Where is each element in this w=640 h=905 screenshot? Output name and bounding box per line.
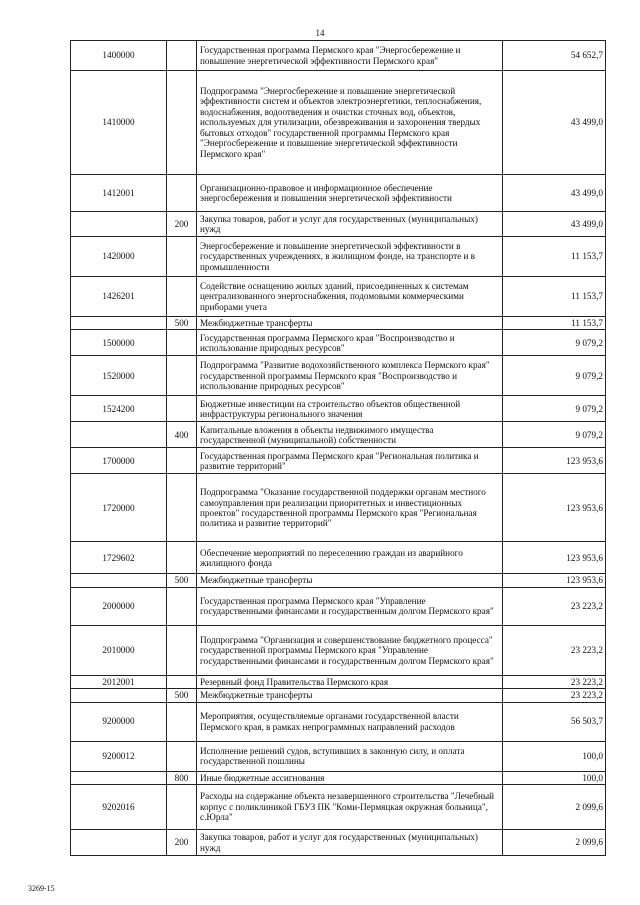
amount-cell: 54 652,7 (503, 41, 606, 71)
amount-cell: 123 953,6 (503, 542, 606, 574)
expense-type-cell: 200 (167, 830, 197, 856)
amount-cell: 9 079,2 (503, 422, 606, 448)
document-code: 3269-15 (28, 884, 55, 893)
item-name-cell: Содействие оснащению жилых зданий, присоединенных к системам централизованного энергоснабжения, подомовыми коммерческими приборами учета (197, 277, 503, 317)
target-code-cell (71, 771, 167, 784)
amount-cell: 43 499,0 (503, 175, 606, 212)
item-name-cell: Подпрограмма "Оказание государственной поддержки органам местного самоуправления при реализации приоритетных и инвестиционных проектов" государственной программы Пермского края "Региональная политика и развитие территорий" (197, 474, 503, 542)
table-row (71, 474, 606, 542)
expense-type-cell (167, 625, 197, 675)
target-code-cell (71, 212, 167, 237)
amount-cell: 23 223,2 (503, 675, 606, 688)
item-name-cell: Мероприятия, осуществляемые органами государственной власти Пермского края, в рамках непрограммных направлений расходов (197, 702, 503, 741)
amount-cell: 23 223,2 (503, 625, 606, 675)
target-code-cell: 1412001 (71, 175, 167, 212)
table-row (71, 542, 606, 574)
item-name-cell: Закупка товаров, работ и услуг для государственных (муниципальных) нужд (197, 212, 503, 237)
target-code-cell: 1729602 (71, 542, 167, 574)
expense-type-cell: 500 (167, 574, 197, 587)
page-number: 14 (315, 28, 325, 38)
table-row (71, 448, 606, 474)
target-code-cell (71, 689, 167, 702)
amount-cell: 100,0 (503, 771, 606, 784)
target-code-cell: 2012001 (71, 675, 167, 688)
expense-type-cell (167, 474, 197, 542)
expense-type-cell (167, 41, 197, 71)
amount-cell: 11 153,7 (503, 277, 606, 317)
budget-table (70, 40, 606, 856)
expense-type-cell (167, 448, 197, 474)
item-name-cell: Капитальные вложения в объекты недвижимого имущества государственной (муниципальной) собственности (197, 422, 503, 448)
item-name-cell: Резервный фонд Правительства Пермского края (197, 675, 503, 688)
amount-cell: 43 499,0 (503, 71, 606, 175)
item-name-cell: Подпрограмма "Развитие водохозяйственного комплекса Пермского края" государственной программы Пермского края "Воспроизводство и использование природных ресурсов" (197, 356, 503, 396)
target-code-cell: 9200012 (71, 741, 167, 771)
amount-cell: 43 499,0 (503, 212, 606, 237)
amount-cell: 23 223,2 (503, 587, 606, 625)
item-name-cell: Иные бюджетные ассигнования (197, 771, 503, 784)
expense-type-cell (167, 785, 197, 830)
amount-cell: 123 953,6 (503, 474, 606, 542)
table-row (71, 237, 606, 277)
amount-cell: 23 223,2 (503, 689, 606, 702)
table-row (71, 675, 606, 688)
table-row (71, 356, 606, 396)
amount-cell: 123 953,6 (503, 574, 606, 587)
amount-cell: 56 503,7 (503, 702, 606, 741)
table-row (71, 330, 606, 356)
expense-type-cell (167, 71, 197, 175)
item-name-cell: Государственная программа Пермского края "Воспроизводство и использование природных ресурсов" (197, 330, 503, 356)
item-name-cell: Межбюджетные трансферты (197, 317, 503, 330)
expense-type-cell (167, 587, 197, 625)
target-code-cell (71, 317, 167, 330)
expense-type-cell (167, 702, 197, 741)
table-row (71, 41, 606, 71)
amount-cell: 123 953,6 (503, 448, 606, 474)
target-code-cell: 2010000 (71, 625, 167, 675)
expense-type-cell: 500 (167, 689, 197, 702)
amount-cell: 9 079,2 (503, 396, 606, 422)
item-name-cell: Подпрограмма "Энергосбережение и повышение энергетической эффективности систем и объектов электроэнергетики, теплоснабжения, водоснабжения, водоотведения и очистки сточных вод, объектов, используемых для утилизации, обезвреживания и захоронения твердых бытовых отходов" государственной программы Пермского края "Энергосбережение и повышение энергетической эффективности Пермского края" (197, 71, 503, 175)
expense-type-cell (167, 277, 197, 317)
target-code-cell: 9202016 (71, 785, 167, 830)
item-name-cell: Государственная программа Пермского края "Энергосбережение и повышение энергетической эффективности Пермского края" (197, 41, 503, 71)
table-row (71, 625, 606, 675)
expense-type-cell: 500 (167, 317, 197, 330)
expense-type-cell: 800 (167, 771, 197, 784)
item-name-cell: Закупка товаров, работ и услуг для государственных (муниципальных) нужд (197, 830, 503, 856)
item-name-cell: Исполнение решений судов, вступивших в законную силу, и оплата государственной пошлины (197, 741, 503, 771)
expense-type-cell (167, 741, 197, 771)
table-row (71, 574, 606, 587)
target-code-cell: 1500000 (71, 330, 167, 356)
item-name-cell: Бюджетные инвестиции на строительство объектов общественной инфраструктуры регионального значения (197, 396, 503, 422)
target-code-cell: 1400000 (71, 41, 167, 71)
amount-cell: 9 079,2 (503, 356, 606, 396)
expense-type-cell (167, 675, 197, 688)
table-row (71, 830, 606, 856)
target-code-cell: 1420000 (71, 237, 167, 277)
item-name-cell: Государственная программа Пермского края "Региональная политика и развитие территорий" (197, 448, 503, 474)
item-name-cell: Расходы на содержание объекта незавершенного строительства "Лечебный корпус с поликлиникой ГБУЗ ПК "Коми-Пермяцкая окружная больница", с.Юрла" (197, 785, 503, 830)
target-code-cell: 1700000 (71, 448, 167, 474)
table-row (71, 702, 606, 741)
amount-cell: 100,0 (503, 741, 606, 771)
item-name-cell: Межбюджетные трансферты (197, 689, 503, 702)
table-row (71, 422, 606, 448)
table-row (71, 741, 606, 771)
target-code-cell: 1520000 (71, 356, 167, 396)
table-row (71, 689, 606, 702)
expense-type-cell (167, 356, 197, 396)
item-name-cell: Организационно-правовое и информационное обеспечение энергосбережения и повышения энергетической эффективности (197, 175, 503, 212)
target-code-cell: 1720000 (71, 474, 167, 542)
table-row (71, 587, 606, 625)
item-name-cell: Энергосбережение и повышение энергетической эффективности в государственных учреждениях, в жилищном фонде, на транспорте и в промышленности (197, 237, 503, 277)
item-name-cell: Подпрограмма "Организация и совершенствование бюджетного процесса" государственной программы Пермского края "Управление государственными финансами и государственным долгом Пермского края" (197, 625, 503, 675)
table-row (71, 771, 606, 784)
expense-type-cell (167, 237, 197, 277)
expense-type-cell (167, 175, 197, 212)
amount-cell: 9 079,2 (503, 330, 606, 356)
target-code-cell: 2000000 (71, 587, 167, 625)
table-row (71, 71, 606, 175)
table-row (71, 317, 606, 330)
target-code-cell: 9200000 (71, 702, 167, 741)
table-row (71, 212, 606, 237)
target-code-cell: 1524200 (71, 396, 167, 422)
item-name-cell: Обеспечение мероприятий по переселению граждан из аварийного жилищного фонда (197, 542, 503, 574)
expense-type-cell: 400 (167, 422, 197, 448)
target-code-cell: 1426201 (71, 277, 167, 317)
target-code-cell: 1410000 (71, 71, 167, 175)
amount-cell: 11 153,7 (503, 317, 606, 330)
target-code-cell (71, 830, 167, 856)
table-row (71, 785, 606, 830)
target-code-cell (71, 574, 167, 587)
item-name-cell: Межбюджетные трансферты (197, 574, 503, 587)
expense-type-cell: 200 (167, 212, 197, 237)
amount-cell: 11 153,7 (503, 237, 606, 277)
expense-type-cell (167, 330, 197, 356)
table-row (71, 277, 606, 317)
amount-cell: 2 099,6 (503, 785, 606, 830)
table-row (71, 396, 606, 422)
expense-type-cell (167, 396, 197, 422)
amount-cell: 2 099,6 (503, 830, 606, 856)
table-row (71, 175, 606, 212)
expense-type-cell (167, 542, 197, 574)
item-name-cell: Государственная программа Пермского края "Управление государственными финансами и государственным долгом Пермского края" (197, 587, 503, 625)
target-code-cell (71, 422, 167, 448)
